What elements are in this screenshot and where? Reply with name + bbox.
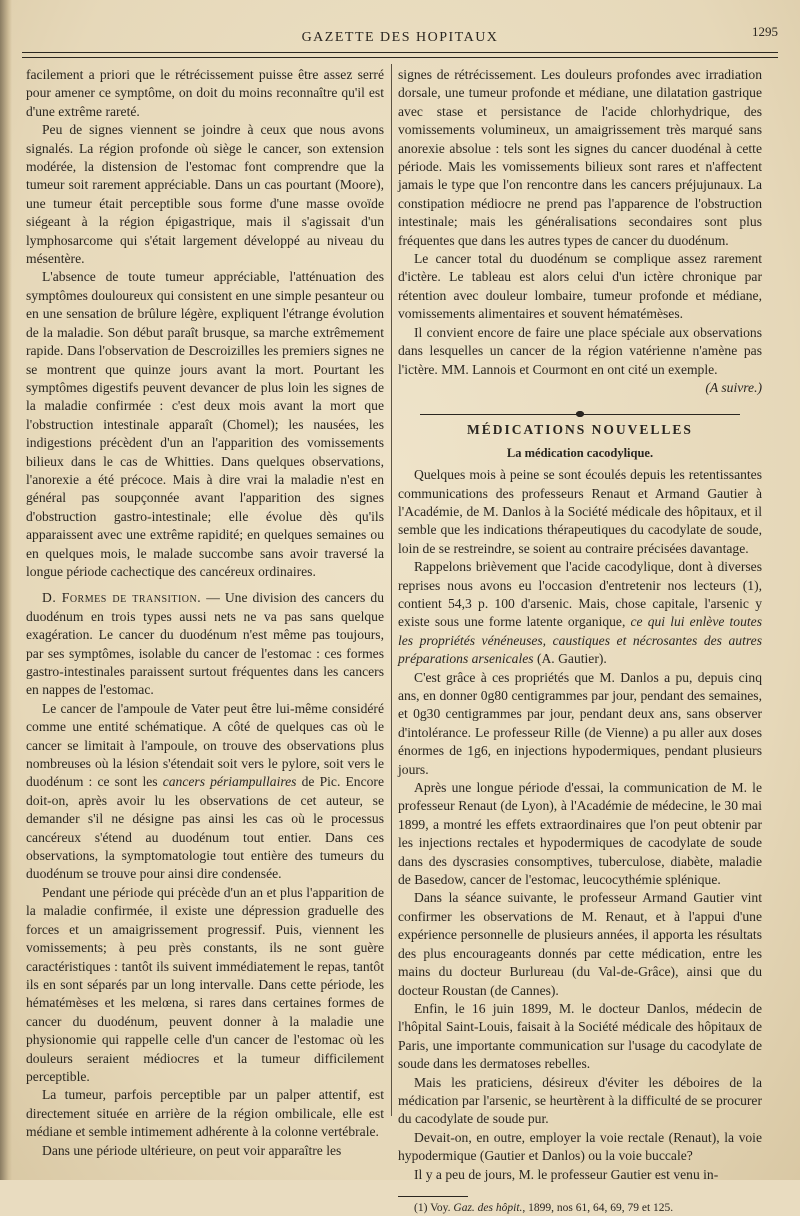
paragraph: Le cancer total du duodénum se complique assez rarement d'ictère. Le tableau est alors celui d'un ictère chronique par rétention avec douleur lombaire, tumeur profonde et médiane, vomissements alimentaires et souvent hématémèses. [398,251,762,322]
ornament-divider [398,405,762,415]
page-header [20,24,780,50]
italic-quote: ce qui lui enlève toutes les propriétés vénéneuses, caustiques et nécrosantes des autres préparations arsenicales [398,614,762,667]
section-label: D. Formes de transition. [42,590,202,606]
left-column [26,66,384,1160]
header-rule [22,52,778,58]
paragraph: Quelques mois à peine se sont écoulés depuis les retentissantes communications des professeurs Renaut et Armand Gautier à l'Académie, de M. Danlos à la Société médicale des hôpitaux, et il semble que les indications thérapeutiques du cacodylate de soude, loin de se restreindre, se soient au contraire précisées davantage. [398,467,762,556]
binding-edge [0,0,12,1180]
page-number: 1295 [752,24,778,39]
paragraph: C'est grâce à ces propriétés que M. Danlos a pu, depuis cinq ans, en donner 0g80 centigrammes par jour, pendant des semaines, et 0g30 centigrammes par jour, pendant deux ans, sans observer d'intolérance. Le professeur Rille (de Vienne) a pu aller aux doses énormes de 1g6, en injections hypodermiques, pendant plusieurs jours. [398,669,762,777]
column-divider [391,64,392,1116]
journal-title: GAZETTE DES HOPITAUX [301,30,499,45]
paragraph: Pendant une période qui précède d'un an et plus l'apparition de la maladie confirmée, il existe une dépression graduelle des forces et un amaigrissement progressif. Puis, viennent les vomissements; à peu près constants, ils ne sont guère caractéristiques : tantôt ils suivent immédiatement le repas, tantôt ils en sont séparés par un long intervalle. Dans cette période, les hématémèses et les melœna, si rares dans certaines formes de cancer du duodénum, peuvent donner à la maladie une physionomie qui rappelle celle d'un cancer de l'estomac où les douleurs seraient médiocres et la tumeur difficilement perceptible. [26,884,384,1084]
paragraph: Il y a peu de jours, M. le professeur Gautier est venu in- [414,1166,719,1182]
footnote-rule [398,1196,468,1197]
paragraph-transition-forms: D. Formes de transition. — Une division des cancers du duodénum en trois types aussi nets ne va pas sans quelque exagération. Le cancer du duodénum n'est même pas toujours, par ses symptômes, isolable du cancer de l'estomac : ces formes gastro-intestinales paraissent surtout fréquentes dans les cancers en nappes de l'estomac. [26,590,385,698]
paragraph: Peu de signes viennent se joindre à ceux que nous avons signalés. La région profonde où siège le cancer, son extension modérée, la distension de l'estomac font comprendre que la tumeur soit rarement appréciable. Dans un cas pourtant (Moore), une tumeur était perceptible sous forme d'une masse ovoïde siégeant à la région épigastrique, mais il s'agissait d'un lymphosarcome qui s'était largement développé au niveau du mésentère. [26,122,384,267]
paragraph: Dans la séance suivante, le professeur Armand Gautier vint confirmer les observations de M. Renaut, et à l'appui d'une expérience personnelle de plusieurs années, il apporta les résultats des plus encourageants donnés par cette médication, entre les mains du docteur Burlureau (du Val-de-Grâce), ainsi que du docteur Roustan (de Cannes). [398,890,762,998]
paragraph: Mais les praticiens, désireux d'éviter les déboires de la médication par l'arsenic, se heurtèrent à la difficulté de se procurer du cacodylate de soude pur. [398,1074,762,1127]
paragraph: signes de rétrécissement. Les douleurs profondes avec irradiation dorsale, une tumeur profonde et médiane, une dilatation gastrique avec stase et persistance de l'acide chlorhydrique, des vomissements volumineux, un amaigrissement très marqué sans anorexie absolue : tels sont les signes du cancer duodénal à cette période. Mais les vomissements bilieux sont rares et n'affectent jamais le type que l'on rencontre dans les cancers préjujunaux. La constipation médiocre ne prend pas l'apparence de l'obstruction intestinale; mais les généralisations secondaires sont plus fréquentes que dans les autres types de cancer du duodénum. [398,67,762,248]
article-title: La médication cacodylique. [506,445,654,460]
paragraph: La tumeur, parfois perceptible par un palper attentif, est directement située en arrière de la région ombilicale, elle est médiane et semble intimement adhérente à la colonne vertébrale. [26,1087,384,1140]
right-column [398,66,762,1216]
section-title: MÉDICATIONS NOUVELLES [467,422,693,438]
footnote: (1) Voy. Gaz. des hôpit., 1899, nos 61, 64, 69, 79 et 125. [414,1201,674,1214]
paragraph: Dans une période ultérieure, on peut voir apparaître les [42,1142,342,1158]
paragraph: Rappelons brièvement que l'acide cacodylique, dont à diverses reprises nous avons eu l'occasion d'entretenir nos lecteurs (1), contient 54,3 p. 100 d'arsenic. Mais, chose capitale, l'arsenic y existe sous une forme latente organique, ce qui lui enlève toutes les propriétés vénéneuses, caustiques et nécrosantes des autres préparations arsenicales (A. Gautier). [398,559,762,667]
paragraph: Devait-on, en outre, employer la voie rectale (Renaut), la voie hypodermique (Gautier et Danlos) ou la voie buccale? [398,1129,762,1164]
paragraph: facilement a priori que le rétrécissement puisse être assez serré pour amener ce symptôme, on doit du moins reconnaître qu'il est d'une extrême rareté. [26,67,384,119]
italic-term: cancers périampullaires [162,774,297,790]
paragraph: Le cancer de l'ampoule de Vater peut être lui-même considéré comme une entité schématique. A côté de quelques cas où le cancer se limitait à l'ampoule, on trouve des observations plus nombreuses où la lésion s'étendait soit vers le pylore, soit vers le duodénum : ce sont les cancers périampullaires de Pic. Encore doit-on, après avoir lu les observations de cet auteur, se demander s'il ne désigne pas ainsi les cas où le processus cancéreux s'étend au duodénum tout entier. Dans ces observations, la symptomatologie tout entière des tumeurs du duodénum se trouve pour ainsi dire condensée. [26,700,384,882]
paragraph: Enfin, le 16 juin 1899, M. le docteur Danlos, médecin de l'hôpital Saint-Louis, faisait à la Société médicale des hôpitaux de Paris, une importante communication sur l'usage du cacodylate de soude dans les dermatoses rebelles. [398,1000,762,1072]
paragraph: Il convient encore de faire une place spéciale aux observations dans lesquelles un cancer de la région vatérienne n'amène pas l'ictère. MM. Lannois et Courmont en ont cité un exemple. [398,324,762,377]
to-be-continued: (A suivre.) [705,379,762,395]
paragraph: L'absence de toute tumeur appréciable, l'atténuation des symptômes douloureux qui consistent en une simple pesanteur ou en une sensation de brûlure légère, expliquent l'étrange évolution de la maladie. Son début paraît brusque, sa marche extrêmement rapide. Dans l'observation de Descroizilles les premiers signes ne se montrent que quinze jours avant la mort. Pourtant les symptômes digestifs peuvent devancer de plus loin les signes de la maladie confirmée : c'est deux mois avant la mort que l'obstruction intestinale apparaît (Chomel); les nausées, les indigestions précèdent d'un an l'apparition des vomissements bilieux dans le cas de Whitties. Dans quelques observations, l'anorexie a été précoce. Mais à dire vrai la maladie n'est en général pas soupçonnée avant l'apparition des signes d'obstruction gastro-intestinale; elle évolue dès qu'ils apparaissent avec une extrême rapidité; en quelques semaines ou en quelques mois, le malade succombe sans avoir traversé la longue période cachectique des cancéreux ordinaires. [26,269,384,579]
paragraph: Après une longue période d'essai, la communication de M. le professeur Renaut (de Lyon), à l'Académie de médecine, le 30 mai 1899, a montré les effets extraordinaires que l'on peut obtenir par les injections rectales et hypodermiques de cacodylate de soude dans des dyscrasies consomptives, tuberculose, diabète, maladie de Basedow, cancer de l'estomac, leucocythémie splénique. [398,780,762,888]
